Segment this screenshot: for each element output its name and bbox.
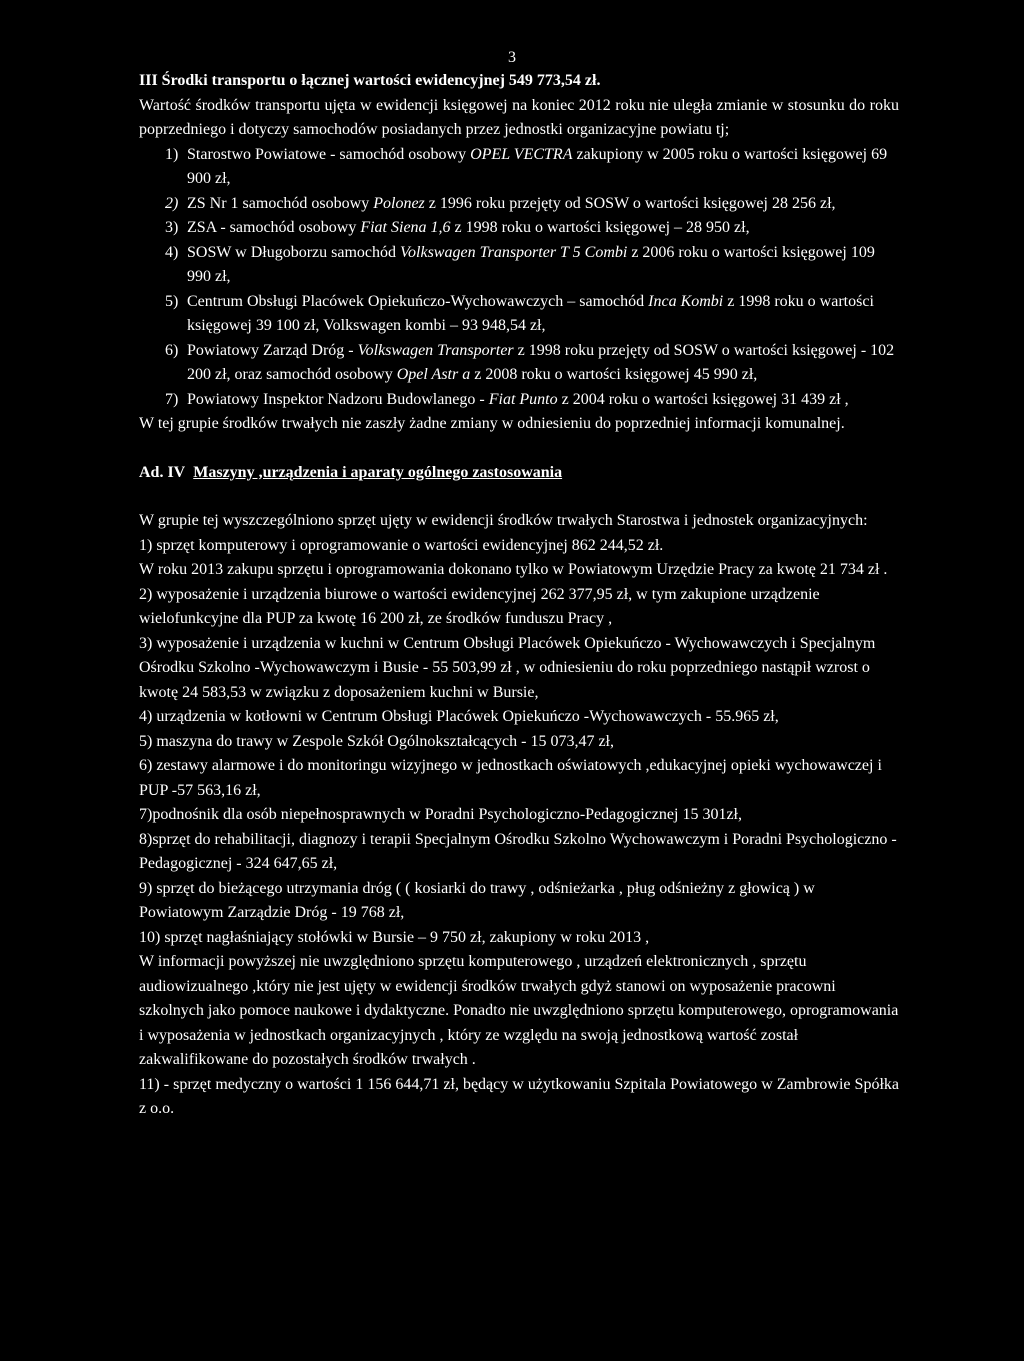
paragraph: W informacji powyższej nie uwzględniono sprzętu komputerowego , urządzeń elektronicznych , sprzętu audiowizualnego ,który nie jest ujęty w ewidencji środków trwałych gdyż stanowi on wyposażenie pracowni szkolnych jako pomoce naukowe i dydaktyczne. Ponadto nie uwzględniono sprzętu komputerowego, oprogramowania i wyposażenia w jednostkach organizacyjnych , który ze względu na swoją jednostkową wartość został zakwalifikowane do pozostałych środków trwałych . [139,953,899,1068]
list-item-number: 3) [165,219,179,236]
list-item-number: 1) [165,145,179,163]
vehicle-list [139,143,899,413]
paragraph: 1) sprzęt komputerowy i oprogramowanie o wartości ewidencyjnej 862 244,52 zł. [139,536,664,554]
section-heading-iii: III Środki transportu o łącznej wartości ewidencyjnej 549 773,54 zł. [139,72,601,89]
paragraph: 6) zestawy alarmowe i do monitoringu wizyjnego w jednostkach oświatowych ,edukacyjnej opieki wychowawczej i PUP -57 563,16 zł, [139,757,882,799]
section-heading-iv [139,461,899,486]
paragraph: 11) - sprzęt medyczny o wartości 1 156 644,71 zł, będący w użytkowaniu Szpitala Powiatowego w Zambrowie Spółka z o.o. [139,1075,899,1117]
vehicle-model: Polonez [373,194,425,212]
vehicle-model: Opel Astr a [396,366,471,383]
paragraph: W roku 2013 zakupu sprzętu i oprogramowania dokonano tylko w Powiatowym Urzędzie Pracy za kwotę 21 734 zł . [139,561,888,578]
vehicle-model: Fiat Siena 1,6 [360,219,451,236]
vehicle-model: OPEL VECTRA [470,145,573,163]
list-item: 1) Starostwo Powiatowe - samochód osobowy OPEL VECTRA zakupiony w 2005 roku o wartości księgowej 69 900 zł, [139,143,899,192]
list-item-number: 6) [165,341,179,359]
list-item: 7) Powiatowy Inspektor Nadzoru Budowlanego - Fiat Punto z 2004 roku o wartości księgowej 31 439 zł , [139,388,899,413]
list-item: 4) SOSW w Długoborzu samochód Volkswagen Transporter T 5 Combi z 2006 roku o wartości księgowej 109 990 zł, [139,241,899,290]
paragraph: 7)podnośnik dla osób niepełnosprawnych w Poradni Psychologiczno-Pedagogicznej 15 301zł, [139,806,742,823]
paragraph: 10) sprzęt nagłaśniający stołówki w Bursie – 9 750 zł, zakupiony w roku 2013 , [139,928,650,946]
list-item-number: 7) [165,390,179,408]
list-item: 6) Powiatowy Zarząd Dróg - Volkswagen Transporter z 1998 roku przejęty od SOSW o wartości księgowej - 102 200 zł, oraz samochód osobowy Opel Astr a z 2008 roku o wartości księgowej 45 990 zł, [139,339,899,388]
vehicle-model: Volkswagen Transporter [357,341,514,359]
list-item-number: 5) [165,292,179,310]
paragraph: 5) maszyna do trawy w Zespole Szkół Ogólnokształcących - 15 073,47 zł, [139,732,614,750]
list-item: 3) ZSA - samochód osobowy Fiat Siena 1,6 z 1998 roku o wartości księgowej – 28 950 zł, [139,216,899,241]
section-heading-prefix: Ad. IV [139,463,186,481]
section-intro-iv: W grupie tej wyszczególniono sprzęt ujęty w ewidencji środków trwałych Starostwa i jednostek organizacyjnych: [139,512,868,529]
paragraph: 4) urządzenia w kotłowni w Centrum Obsługi Placówek Opiekuńczo -Wychowawczych - 55.965 zł, [139,708,779,725]
section-closing-iii: W tej grupie środków trwałych nie zaszły żadne zmiany w odniesieniu do poprzedniej informacji komunalnej. [139,415,845,432]
document-body [139,69,899,1122]
section-intro-iii: Wartość środków transportu ujęta w ewidencji księgowej na koniec 2012 roku nie uległa zmianie w stosunku do roku poprzedniego i dotyczy samochodów posiadanych przez jednostki organizacyjne powiatu tj; [139,96,899,138]
list-item: 2) ZS Nr 1 samochód osobowy Polonez z 1996 roku przejęty od SOSW o wartości księgowej 28 256 zł, [139,192,899,217]
paragraph: 9) sprzęt do bieżącego utrzymania dróg ( ( kosiarki do trawy , odśnieżarka , pług odśnieżny z głowicą ) w Powiatowym Zarządzie Dróg - 19 768 zł, [139,879,815,921]
section-heading-title: Maszyny ,urządzenia i aparaty ogólnego zastosowania [193,463,563,481]
paragraph: 8)sprzęt do rehabilitacji, diagnozy i terapii Specjalnym Ośrodku Szkolno Wychowawczym i Poradni Psychologiczno - Pedagogicznej - 324 647,65 zł, [139,830,897,872]
vehicle-model: Inca Kombi [648,292,724,310]
vehicle-model: Fiat Punto [488,390,558,408]
paragraph: 2) wyposażenie i urządzenia biurowe o wartości ewidencyjnej 262 377,95 zł, w tym zakupione urządzenie wielofunkcyjne dla PUP za kwotę 16 200 zł, ze środków funduszu Pracy , [139,585,820,627]
vehicle-model: Volkswagen Transporter T 5 Combi [400,243,628,261]
list-item: 5) Centrum Obsługi Placówek Opiekuńczo-Wychowawczych – samochód Inca Kombi z 1998 roku o wartości księgowej 39 100 zł, Volkswagen kombi – 93 948,54 zł, [139,290,899,339]
paragraph: 3) wyposażenie i urządzenia w kuchni w Centrum Obsługi Placówek Opiekuńczo - Wychowawczych i Specjalnym Ośrodku Szkolno -Wychowawczym i Busie - 55 503,99 zł , w odniesieniu do roku poprzedniego nastąpił wzrost o kwotę 24 583,53 w związku z doposażeniem kuchni w Bursie, [139,634,876,701]
list-item-number: 2) [165,194,179,212]
list-item-number: 4) [165,243,179,261]
page-number: 3 [508,49,516,66]
